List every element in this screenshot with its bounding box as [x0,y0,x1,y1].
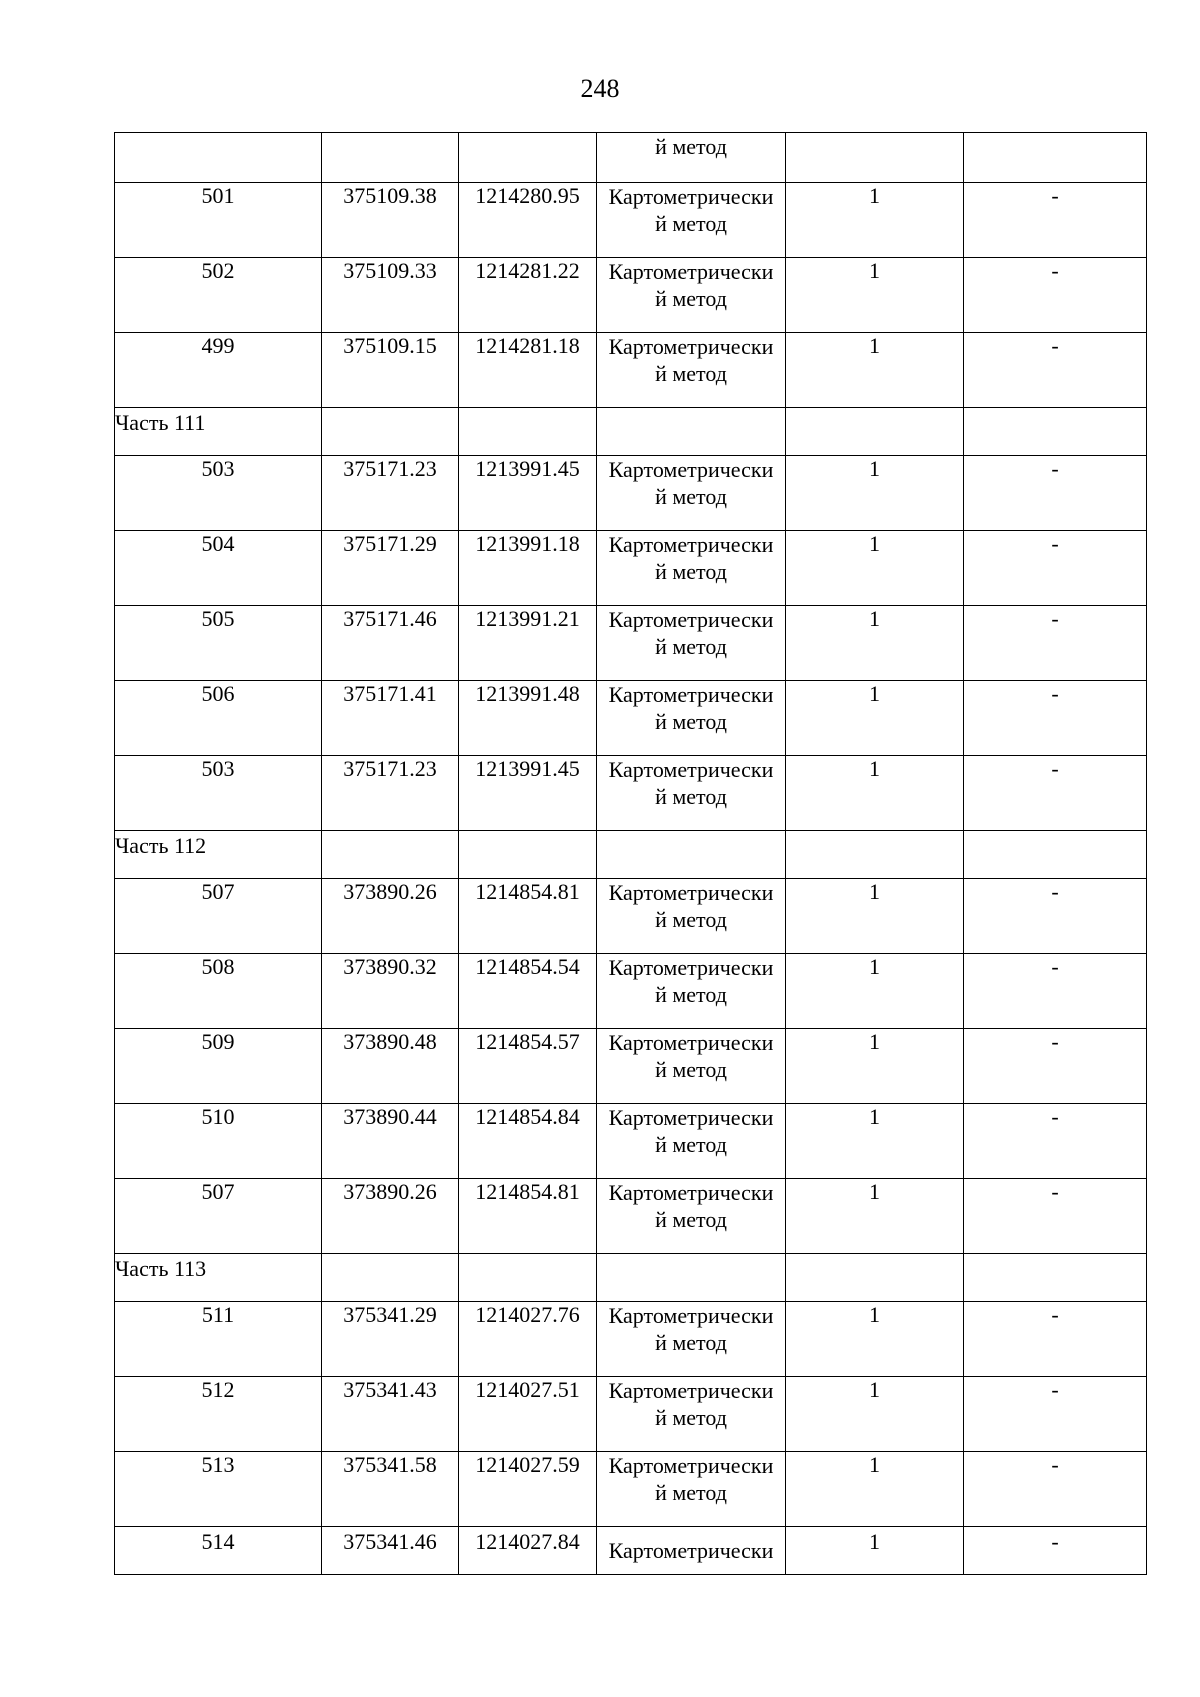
cell-num: 499 [115,333,322,408]
cell-y: 1213991.45 [459,456,597,531]
table-row [115,333,1147,408]
cell-y [459,133,597,183]
cell-num: 512 [115,1377,322,1452]
cell-accuracy: 1 [786,1377,964,1452]
table-row [115,954,1147,1029]
table-row [115,879,1147,954]
cell-method [597,756,786,831]
method-text: Картометрически [608,1030,774,1055]
cell-method [597,1377,786,1452]
cell-desc: - [964,606,1147,681]
method-text: й метод [655,361,727,386]
cell-method [597,1029,786,1104]
cell-num: 504 [115,531,322,606]
cell-y: 1214027.59 [459,1452,597,1527]
cell-method [597,133,786,183]
table-row [115,756,1147,831]
cell-x: 375109.33 [322,258,459,333]
method-text: й метод [655,211,727,236]
cell-method [597,456,786,531]
cell-method [597,183,786,258]
cell-accuracy: 1 [786,954,964,1029]
table-row [115,183,1147,258]
cell-x: 375341.58 [322,1452,459,1527]
empty-cell [597,408,786,456]
cell-method [597,879,786,954]
cell-accuracy: 1 [786,756,964,831]
method-text: й метод [655,634,727,659]
cell-num: 505 [115,606,322,681]
empty-cell [459,831,597,879]
method-text: Картометрически [608,1105,774,1130]
method-text: Картометрически [608,1303,774,1328]
method-text: й метод [655,559,727,584]
table-row [115,1527,1147,1575]
cell-accuracy: 1 [786,1452,964,1527]
cell-num: 508 [115,954,322,1029]
cell-accuracy: 1 [786,606,964,681]
table-row [115,456,1147,531]
cell-method [597,333,786,408]
cell-method [597,1527,786,1575]
cell-num: 507 [115,879,322,954]
table-row [115,606,1147,681]
method-text: й метод [655,784,727,809]
cell-num: 511 [115,1302,322,1377]
cell-accuracy: 1 [786,1029,964,1104]
empty-cell [322,1254,459,1302]
cell-accuracy: 1 [786,183,964,258]
cell-accuracy: 1 [786,681,964,756]
method-text: й метод [655,1480,727,1505]
cell-y: 1214854.54 [459,954,597,1029]
method-text: Картометрически [608,1180,774,1205]
cell-desc [964,133,1147,183]
cell-x: 375341.29 [322,1302,459,1377]
cell-desc: - [964,258,1147,333]
part-header-row [115,408,1147,456]
method-text: й метод [655,709,727,734]
continuation-row [115,133,1147,183]
table-row [115,681,1147,756]
method-text: Картометрически [608,259,774,284]
cell-y: 1214854.81 [459,1179,597,1254]
cell-accuracy: 1 [786,456,964,531]
part-header-row [115,831,1147,879]
empty-cell [459,408,597,456]
cell-x: 375341.43 [322,1377,459,1452]
cell-accuracy: 1 [786,531,964,606]
method-text: Картометрически [608,1453,774,1478]
cell-accuracy: 1 [786,879,964,954]
cell-accuracy: 1 [786,1302,964,1377]
cell-x: 375171.41 [322,681,459,756]
cell-x: 373890.48 [322,1029,459,1104]
cell-desc: - [964,1302,1147,1377]
cell-y: 1214854.84 [459,1104,597,1179]
cell-accuracy: 1 [786,1179,964,1254]
cell-num: 506 [115,681,322,756]
empty-cell [964,408,1147,456]
cell-y: 1213991.48 [459,681,597,756]
cell-accuracy: 1 [786,333,964,408]
cell-y: 1214854.81 [459,879,597,954]
cell-num: 503 [115,756,322,831]
method-text: Картометрически [608,457,774,482]
cell-desc: - [964,1377,1147,1452]
cell-x: 373890.44 [322,1104,459,1179]
cell-num: 502 [115,258,322,333]
empty-cell [786,408,964,456]
method-text: Картометрически [608,880,774,905]
method-text: й метод [655,907,727,932]
cell-x: 375341.46 [322,1527,459,1575]
cell-method [597,1452,786,1527]
cell-y: 1214027.84 [459,1527,597,1575]
cell-desc: - [964,1452,1147,1527]
method-text: Картометрически [608,757,774,782]
cell-num: 501 [115,183,322,258]
method-text: Картометрически [608,607,774,632]
cell-method [597,954,786,1029]
empty-cell [322,831,459,879]
empty-cell [786,831,964,879]
cell-num: 510 [115,1104,322,1179]
cell-x [322,133,459,183]
method-text: й метод [655,1057,727,1082]
part-label: Часть 113 [115,1254,322,1302]
cell-method [597,606,786,681]
cell-desc: - [964,681,1147,756]
cell-x: 375171.29 [322,531,459,606]
table-row [115,258,1147,333]
cell-y: 1214281.18 [459,333,597,408]
method-text: Картометрически [608,334,774,359]
table-row [115,1302,1147,1377]
cell-x: 375171.23 [322,456,459,531]
cell-method [597,1179,786,1254]
cell-accuracy: 1 [786,1104,964,1179]
cell-accuracy: 1 [786,1527,964,1575]
part-label: Часть 112 [115,831,322,879]
table-row [115,1029,1147,1104]
part-header-row [115,1254,1147,1302]
cell-method [597,258,786,333]
cell-x: 375109.15 [322,333,459,408]
table-row [115,531,1147,606]
part-label: Часть 111 [115,408,322,456]
empty-cell [597,1254,786,1302]
cell-x: 373890.26 [322,879,459,954]
table-row [115,1179,1147,1254]
method-text: Картометрически [608,184,774,209]
cell-x: 375171.23 [322,756,459,831]
method-text: Картометрически [608,532,774,557]
cell-num: 513 [115,1452,322,1527]
cell-y: 1214280.95 [459,183,597,258]
method-text: Картометрически [608,955,774,980]
cell-desc: - [964,1527,1147,1575]
cell-x: 373890.32 [322,954,459,1029]
empty-cell [964,831,1147,879]
method-text: й метод [655,1405,727,1430]
cell-desc: - [964,1029,1147,1104]
cell-num: 509 [115,1029,322,1104]
cell-y: 1213991.21 [459,606,597,681]
cell-accuracy: 1 [786,258,964,333]
cell-x: 375171.46 [322,606,459,681]
method-text: й метод [655,134,727,159]
method-text: й метод [655,1330,727,1355]
empty-cell [786,1254,964,1302]
cell-desc: - [964,954,1147,1029]
cell-y: 1214027.76 [459,1302,597,1377]
coordinates-table-body [115,133,1147,1575]
cell-x: 373890.26 [322,1179,459,1254]
cell-accuracy [786,133,964,183]
method-text: Картометрически [608,1538,774,1563]
cell-y: 1214854.57 [459,1029,597,1104]
empty-cell [597,831,786,879]
cell-desc: - [964,531,1147,606]
method-text: Картометрически [608,1378,774,1403]
empty-cell [459,1254,597,1302]
method-text: Картометрически [608,682,774,707]
cell-num [115,133,322,183]
empty-cell [964,1254,1147,1302]
cell-y: 1213991.45 [459,756,597,831]
empty-cell [322,408,459,456]
method-text: й метод [655,484,727,509]
cell-desc: - [964,183,1147,258]
table-row [115,1377,1147,1452]
cell-x: 375109.38 [322,183,459,258]
cell-desc: - [964,756,1147,831]
coordinates-table [114,132,1147,1575]
cell-method [597,1104,786,1179]
method-text: й метод [655,1207,727,1232]
table-row [115,1104,1147,1179]
page-number: 248 [580,74,620,103]
cell-y: 1214027.51 [459,1377,597,1452]
method-text: й метод [655,982,727,1007]
cell-num: 503 [115,456,322,531]
cell-y: 1213991.18 [459,531,597,606]
method-text: й метод [655,1132,727,1157]
table-row [115,1452,1147,1527]
cell-desc: - [964,1179,1147,1254]
cell-desc: - [964,1104,1147,1179]
cell-method [597,531,786,606]
cell-desc: - [964,456,1147,531]
cell-y: 1214281.22 [459,258,597,333]
method-text: й метод [655,286,727,311]
cell-method [597,1302,786,1377]
cell-num: 514 [115,1527,322,1575]
cell-desc: - [964,333,1147,408]
cell-num: 507 [115,1179,322,1254]
cell-method [597,681,786,756]
cell-desc: - [964,879,1147,954]
